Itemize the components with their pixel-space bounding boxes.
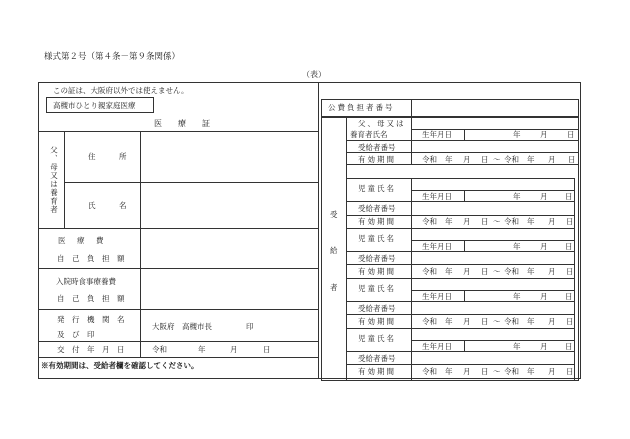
rule	[346, 264, 575, 265]
child-period-from-month: 月	[463, 217, 471, 226]
child-valid-label: 有効期間	[358, 367, 396, 376]
self-pay-label-2: 自 己 負 担 額	[57, 294, 125, 303]
side-label: （表）	[302, 70, 326, 79]
rule	[464, 129, 465, 140]
address-field[interactable]	[141, 132, 317, 182]
child-period-to-era: 令和	[504, 317, 519, 326]
rule	[38, 268, 318, 269]
child-name-label: 児童氏名	[358, 284, 396, 293]
rule	[346, 314, 575, 315]
child-recipient-no-label: 受給者番号	[358, 254, 396, 263]
child-period-from-era: 令和	[422, 317, 437, 326]
child-valid-label: 有効期間	[358, 267, 396, 276]
issue-year-unit: 年	[198, 345, 206, 354]
child-period-tilde: ～	[493, 367, 501, 376]
address-label: 住 所	[88, 152, 135, 161]
child-valid-label: 有効期間	[358, 217, 396, 226]
rule	[464, 240, 465, 251]
rule	[346, 251, 575, 252]
issue-era: 令和	[152, 345, 167, 354]
name-label: 氏 名	[88, 201, 135, 210]
child-period-from-day: 日	[481, 367, 489, 376]
child-period-from-month: 月	[463, 367, 471, 376]
child-period-to-year: 年	[527, 317, 535, 326]
child-period-to-day: 日	[566, 267, 574, 276]
recipient-vertical-2: 給	[330, 246, 338, 255]
rule	[411, 328, 412, 381]
guardian-period-from-year: 年	[445, 155, 453, 164]
guardian-period-tilde: ～	[493, 155, 501, 164]
child-period-to-year: 年	[527, 217, 535, 226]
child-name-label: 児童氏名	[358, 184, 396, 193]
child-period-tilde: ～	[493, 217, 501, 226]
issue-date-label: 交 付 年 月 日	[57, 345, 125, 354]
seal-label: 及 び 印	[57, 330, 95, 339]
guardian-birth-year-unit: 年	[513, 130, 521, 139]
guardian-period-to-month: 月	[548, 155, 556, 164]
guardian-vertical-label: 父、母又は養育者	[49, 146, 59, 214]
rule	[411, 340, 575, 341]
guardian-period-from-month: 月	[463, 155, 471, 164]
issuer-label: 発 行 機 関 名	[57, 315, 125, 324]
guardian-period-from-era: 令和	[422, 155, 437, 164]
recipient-vertical-1: 受	[330, 210, 338, 219]
rule	[346, 140, 579, 141]
city-badge	[46, 97, 154, 113]
guardian-period-to-day: 日	[568, 155, 576, 164]
guardian-recipient-no-label: 受給者番号	[358, 143, 396, 152]
child-period-from-month: 月	[463, 267, 471, 276]
guardian-period-from-day: 日	[481, 155, 489, 164]
child-birth-label: 生年月日	[422, 342, 452, 351]
rule	[464, 340, 465, 351]
child-period-to-day: 日	[566, 217, 574, 226]
child-period-to-era: 令和	[504, 267, 519, 276]
child-birth-month-unit: 月	[540, 242, 548, 251]
child-period-to-day: 日	[566, 317, 574, 326]
rule	[411, 190, 575, 191]
rule	[346, 215, 575, 216]
child-period-from-year: 年	[445, 367, 453, 376]
rule	[464, 190, 465, 201]
rule	[38, 341, 318, 342]
child-birth-day-unit: 日	[565, 192, 573, 201]
guardian-period-to-year: 年	[527, 155, 535, 164]
rule	[346, 301, 575, 302]
rule	[346, 364, 575, 365]
rule	[346, 228, 575, 229]
rule	[346, 201, 575, 202]
child-birth-day-unit: 日	[565, 342, 573, 351]
child-birth-month-unit: 月	[540, 192, 548, 201]
child-period-to-era: 令和	[504, 217, 519, 226]
child-name-label: 児童氏名	[358, 234, 396, 243]
rule	[411, 228, 412, 278]
child-period-to-day: 日	[566, 367, 574, 376]
rule	[346, 328, 575, 329]
guardian-birth-month-unit: 月	[540, 130, 548, 139]
child-period-from-day: 日	[481, 217, 489, 226]
self-pay-label: 自 己 負 担 額	[57, 254, 125, 263]
city-badge-label: 高槻市ひとり親家庭医療	[53, 101, 136, 110]
child-period-to-era: 令和	[504, 367, 519, 376]
footnote: ※有効期間は、受給者欄を確認してください。	[41, 361, 199, 370]
center-divider	[318, 82, 319, 379]
notice-text: この証は、大阪府以外では使えません。	[53, 86, 189, 95]
recipient-vertical-3: 者	[330, 283, 338, 292]
child-birth-label: 生年月日	[422, 192, 452, 201]
rule	[346, 351, 575, 352]
name-field[interactable]	[141, 183, 317, 228]
rule	[411, 290, 575, 291]
child-period-to-year: 年	[527, 267, 535, 276]
rule	[64, 131, 65, 228]
issue-day-unit: 日	[263, 345, 271, 354]
child-recipient-no-label: 受給者番号	[358, 204, 396, 213]
child-period-from-year: 年	[445, 217, 453, 226]
child-birth-year-unit: 年	[513, 192, 521, 201]
child-birth-month-unit: 月	[540, 292, 548, 301]
child-birth-label: 生年月日	[422, 242, 452, 251]
child-period-tilde: ～	[493, 267, 501, 276]
child-period-from-day: 日	[481, 267, 489, 276]
child-period-to-month: 月	[548, 317, 556, 326]
payer-label: 公費負担者番号	[328, 103, 395, 112]
certificate-title: 医 療 証	[154, 119, 214, 128]
child-birth-month-unit: 月	[540, 342, 548, 351]
child-period-from-era: 令和	[422, 367, 437, 376]
guardian-birth-day-unit: 日	[567, 130, 575, 139]
child-valid-label: 有効期間	[358, 317, 396, 326]
guardian-period-to-era: 令和	[504, 155, 519, 164]
child-period-tilde: ～	[493, 317, 501, 326]
rule	[346, 278, 575, 279]
guardian-birth-label: 生年月日	[422, 130, 452, 139]
rule	[411, 278, 412, 328]
child-period-to-month: 月	[548, 217, 556, 226]
child-recipient-no-label: 受給者番号	[358, 354, 396, 363]
child-name-label: 児童氏名	[358, 334, 396, 343]
guardian-valid-label: 有効期間	[358, 155, 396, 164]
child-period-to-year: 年	[527, 367, 535, 376]
child-birth-day-unit: 日	[565, 242, 573, 251]
rule	[411, 178, 412, 228]
child-period-to-month: 月	[548, 367, 556, 376]
payer-number-field[interactable]	[412, 100, 578, 116]
child-period-from-month: 月	[463, 317, 471, 326]
rule	[411, 240, 575, 241]
rule	[346, 164, 579, 165]
meal-cost-label: 入院時食事療養費	[56, 277, 116, 286]
child-period-from-day: 日	[481, 317, 489, 326]
rule	[38, 309, 318, 310]
form-title: 様式第２号（第４条－第９条関係）	[44, 52, 181, 62]
child-period-from-year: 年	[445, 267, 453, 276]
child-birth-label: 生年月日	[422, 292, 452, 301]
child-birth-year-unit: 年	[513, 292, 521, 301]
rule	[38, 228, 318, 229]
child-birth-year-unit: 年	[513, 342, 521, 351]
child-recipient-no-label: 受給者番号	[358, 304, 396, 313]
child-period-from-era: 令和	[422, 267, 437, 276]
seal-mark: 印	[246, 322, 254, 331]
guardian-name-label-2: 養育者氏名	[350, 130, 388, 139]
guardian-name-label-1: 父、母又は	[358, 119, 406, 128]
issuer-value: 大阪府 高槻市長	[152, 322, 212, 331]
child-birth-year-unit: 年	[513, 242, 521, 251]
child-period-from-era: 令和	[422, 217, 437, 226]
rule	[38, 357, 318, 358]
child-birth-day-unit: 日	[565, 292, 573, 301]
rule	[346, 152, 579, 153]
rule	[464, 290, 465, 301]
child-period-from-year: 年	[445, 317, 453, 326]
medical-cost-label: 医 療 費	[58, 236, 106, 245]
child-period-to-month: 月	[548, 267, 556, 276]
issue-month-unit: 月	[230, 345, 238, 354]
